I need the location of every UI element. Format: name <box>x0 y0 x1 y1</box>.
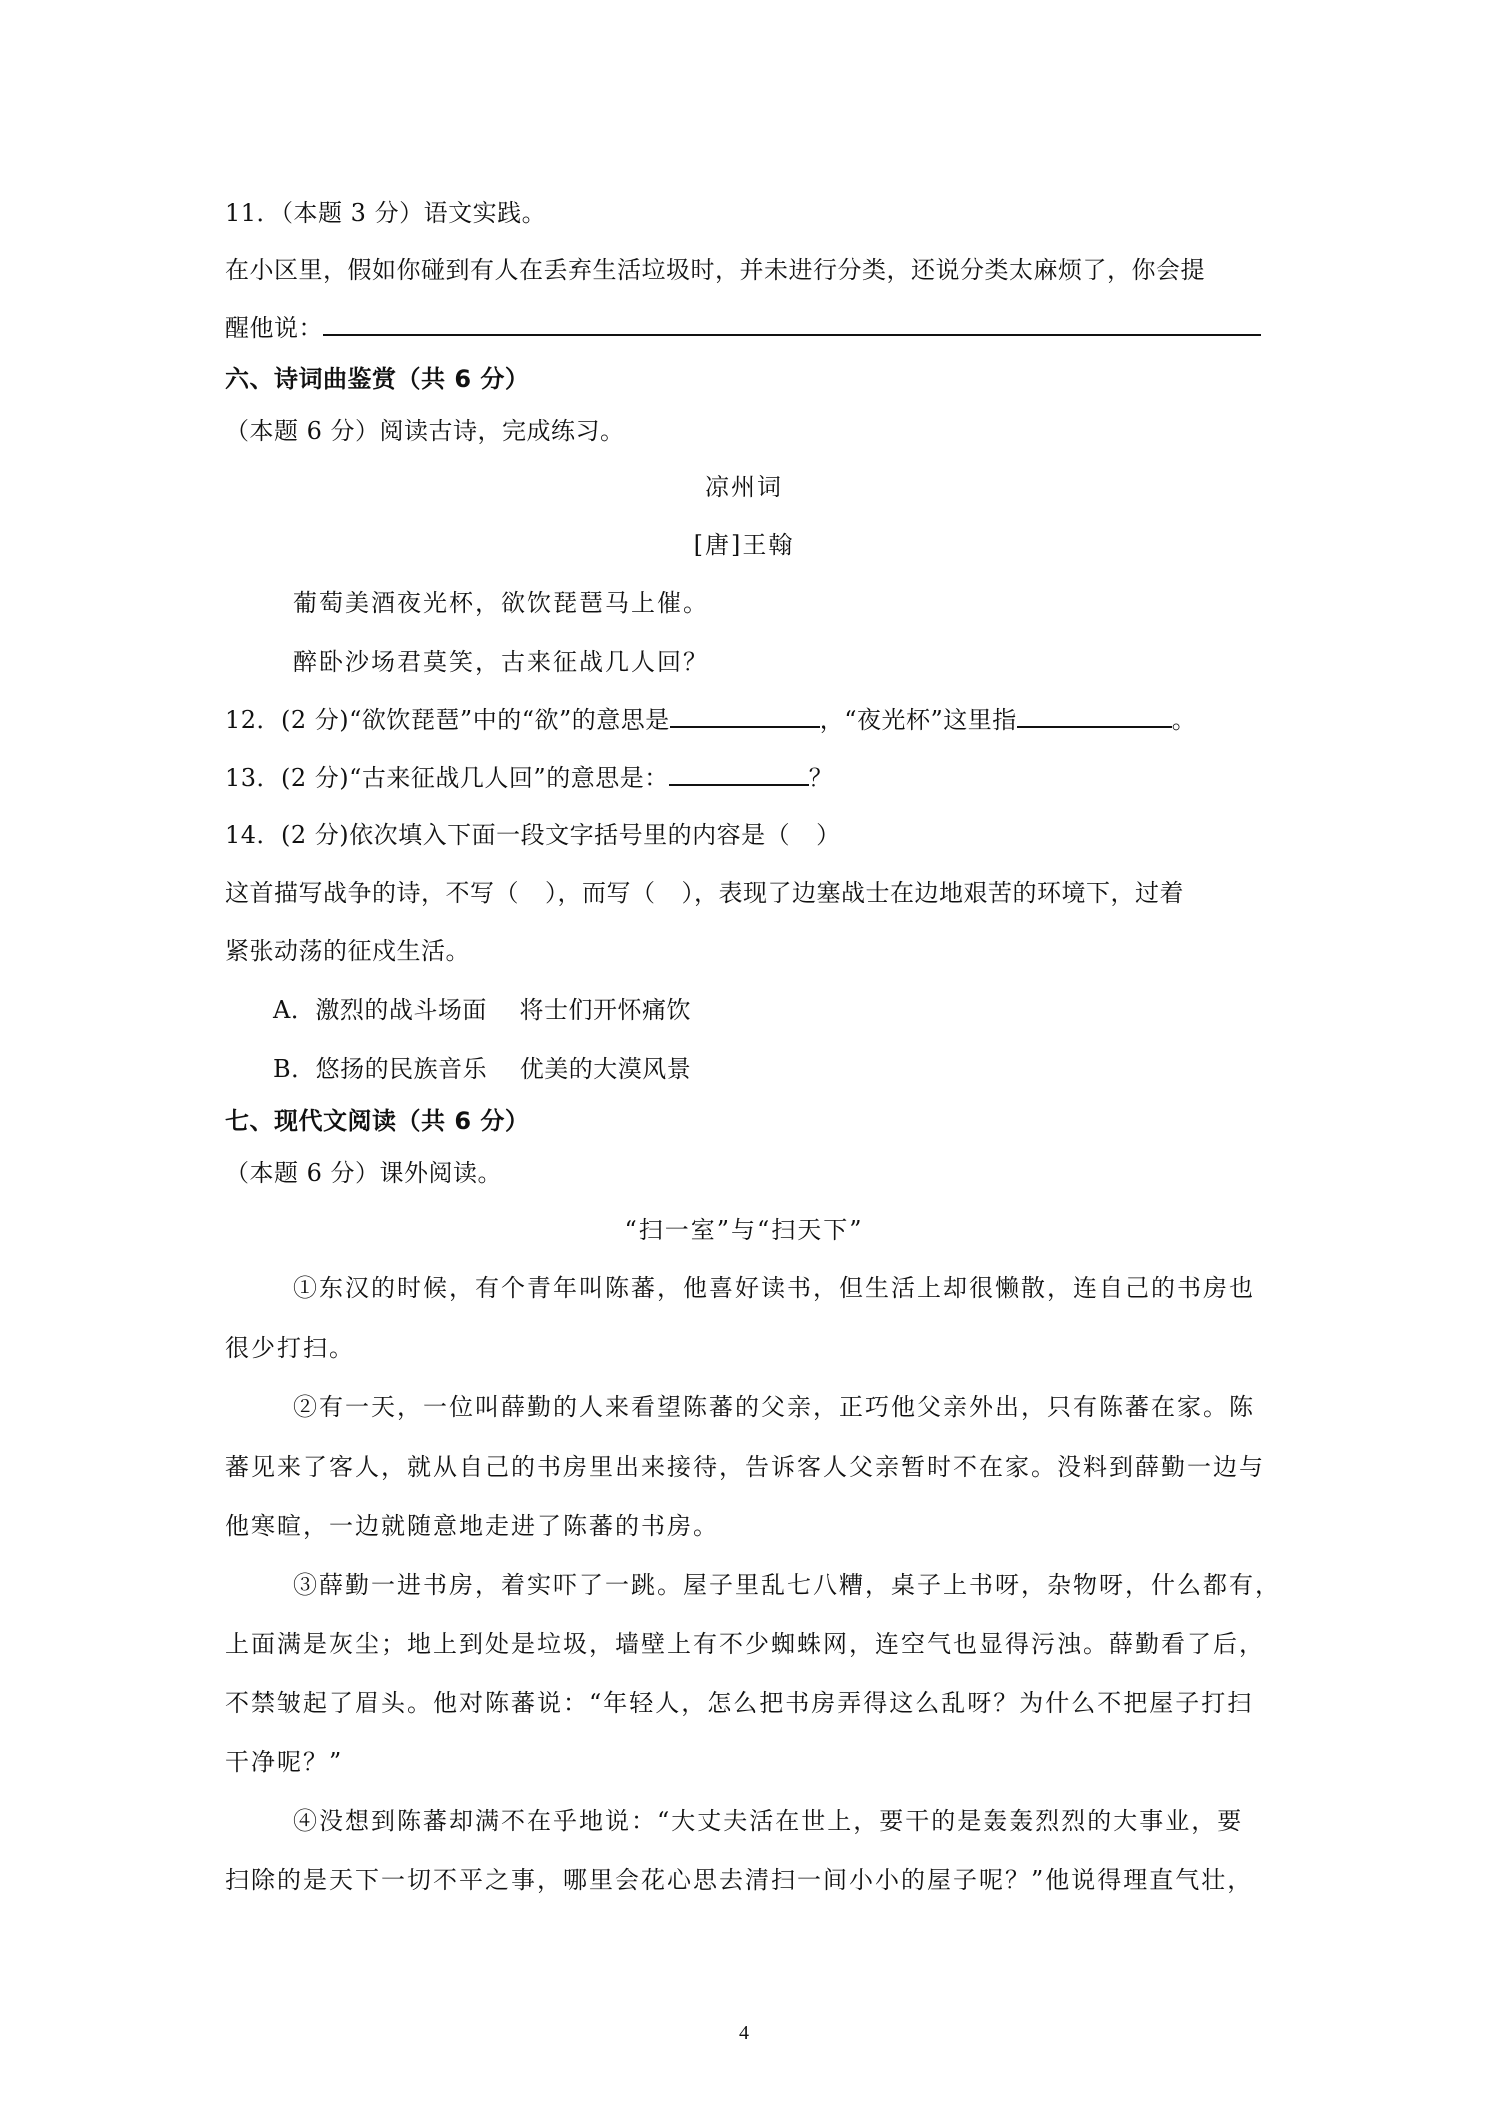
q13-text-2: ？ <box>808 764 834 792</box>
q13 <box>225 760 833 795</box>
poem-title: 凉州词 <box>705 473 783 501</box>
q13-blank[interactable] <box>669 760 809 786</box>
article-line-7: 上面满是灰尘；地上到处是垃圾，墙壁上有不少蜘蛛网，连空气也显得污浊。薛勤看了后， <box>225 1630 1265 1658</box>
q14-option-a[interactable]: A．激烈的战斗场面 将士们开怀痛饮 <box>273 996 691 1024</box>
poem-line-2: 醉卧沙场君莫笑，古来征战几人回？ <box>293 648 709 676</box>
article-line-9: 干净呢？” <box>225 1748 344 1776</box>
article-line-6: ③薛勤一进书房，着实吓了一跳。屋子里乱七八糟，桌子上书呀，杂物呀，什么都有， <box>293 1571 1281 1599</box>
q12 <box>225 702 1196 737</box>
q14-stem-part-a: 这首描写战争的诗，不写（ <box>225 879 519 907</box>
article-line-8: 不禁皱起了眉头。他对陈蕃说：“年轻人，怎么把书房弄得这么乱呀？为什么不把屋子打扫 <box>225 1689 1254 1717</box>
article-line-10: ④没想到陈蕃却满不在乎地说：“大丈夫活在世上，要干的是轰轰烈烈的大事业，要 <box>293 1807 1244 1835</box>
section6-title: 六、诗词曲鉴赏（共 6 分） <box>225 365 530 393</box>
page-number: 4 <box>739 2022 749 2044</box>
q14-stem-part-c: ），表现了边塞战士在边地艰苦的环境下，过着 <box>681 879 1184 907</box>
q14-heading-text: 14．(2 分)依次填入下面一段文字括号里的内容是（ <box>225 821 791 849</box>
q11-prompt-line1: 在小区里，假如你碰到有人在丢弃生活垃圾时，并未进行分类，还说分类太麻烦了，你会提 <box>225 256 1205 284</box>
q12-text-3: 。 <box>1171 706 1197 734</box>
article-line-3: ②有一天，一位叫薛勤的人来看望陈蕃的父亲，正巧他父亲外出，只有陈蕃在家。陈 <box>293 1393 1255 1421</box>
q11-answer-blank[interactable] <box>323 310 1261 336</box>
q14-heading <box>225 818 841 852</box>
poem-author: [唐]王翰 <box>693 531 795 559</box>
q12-blank-2[interactable] <box>1017 702 1172 728</box>
q14-stem-line1 <box>225 876 1184 910</box>
q12-text-1: 12．(2 分)“欲饮琵琶”中的“欲”的意思是 <box>225 706 670 734</box>
article-line-2: 很少打扫。 <box>225 1334 355 1362</box>
q12-blank-1[interactable] <box>670 702 820 728</box>
q14-heading-close: ） <box>816 821 841 849</box>
article-line-1: ①东汉的时候，有个青年叫陈蕃，他喜好读书，但生活上却很懒散，连自己的书房也 <box>293 1274 1255 1302</box>
article-line-4: 蕃见来了客人，就从自己的书房里出来接待，告诉客人父亲暂时不在家。没料到薛勤一边与 <box>225 1453 1265 1481</box>
section7-title: 七、现代文阅读（共 6 分） <box>225 1107 530 1135</box>
article-line-5: 他寒暄，一边就随意地走进了陈蕃的书房。 <box>225 1512 719 1540</box>
article-title: “扫一室”与“扫天下” <box>624 1216 864 1244</box>
q14-stem-part-b: ），而写（ <box>545 879 656 907</box>
article-line-11: 扫除的是天下一切不平之事，哪里会花心思去清扫一间小小的屋子呢？”他说得理直气壮， <box>225 1866 1254 1894</box>
q12-text-2: ，“夜光杯”这里指 <box>819 706 1017 734</box>
section6-instruction: （本题 6 分）阅读古诗，完成练习。 <box>225 417 625 445</box>
q11-heading: 11．（本题 3 分）语文实践。 <box>225 199 547 227</box>
q11-prompt-prefix: 醒他说： <box>225 314 323 342</box>
q11-prompt-line2 <box>225 310 1261 345</box>
poem-line-1: 葡萄美酒夜光杯，欲饮琵琶马上催。 <box>293 589 709 617</box>
q14-stem-line2: 紧张动荡的征戍生活。 <box>225 937 470 965</box>
section7-instruction: （本题 6 分）课外阅读。 <box>225 1159 503 1187</box>
q14-option-b[interactable]: B．悠扬的民族音乐 优美的大漠风景 <box>273 1055 692 1083</box>
q13-text-1: 13．(2 分)“古来征战几人回”的意思是： <box>225 764 669 792</box>
